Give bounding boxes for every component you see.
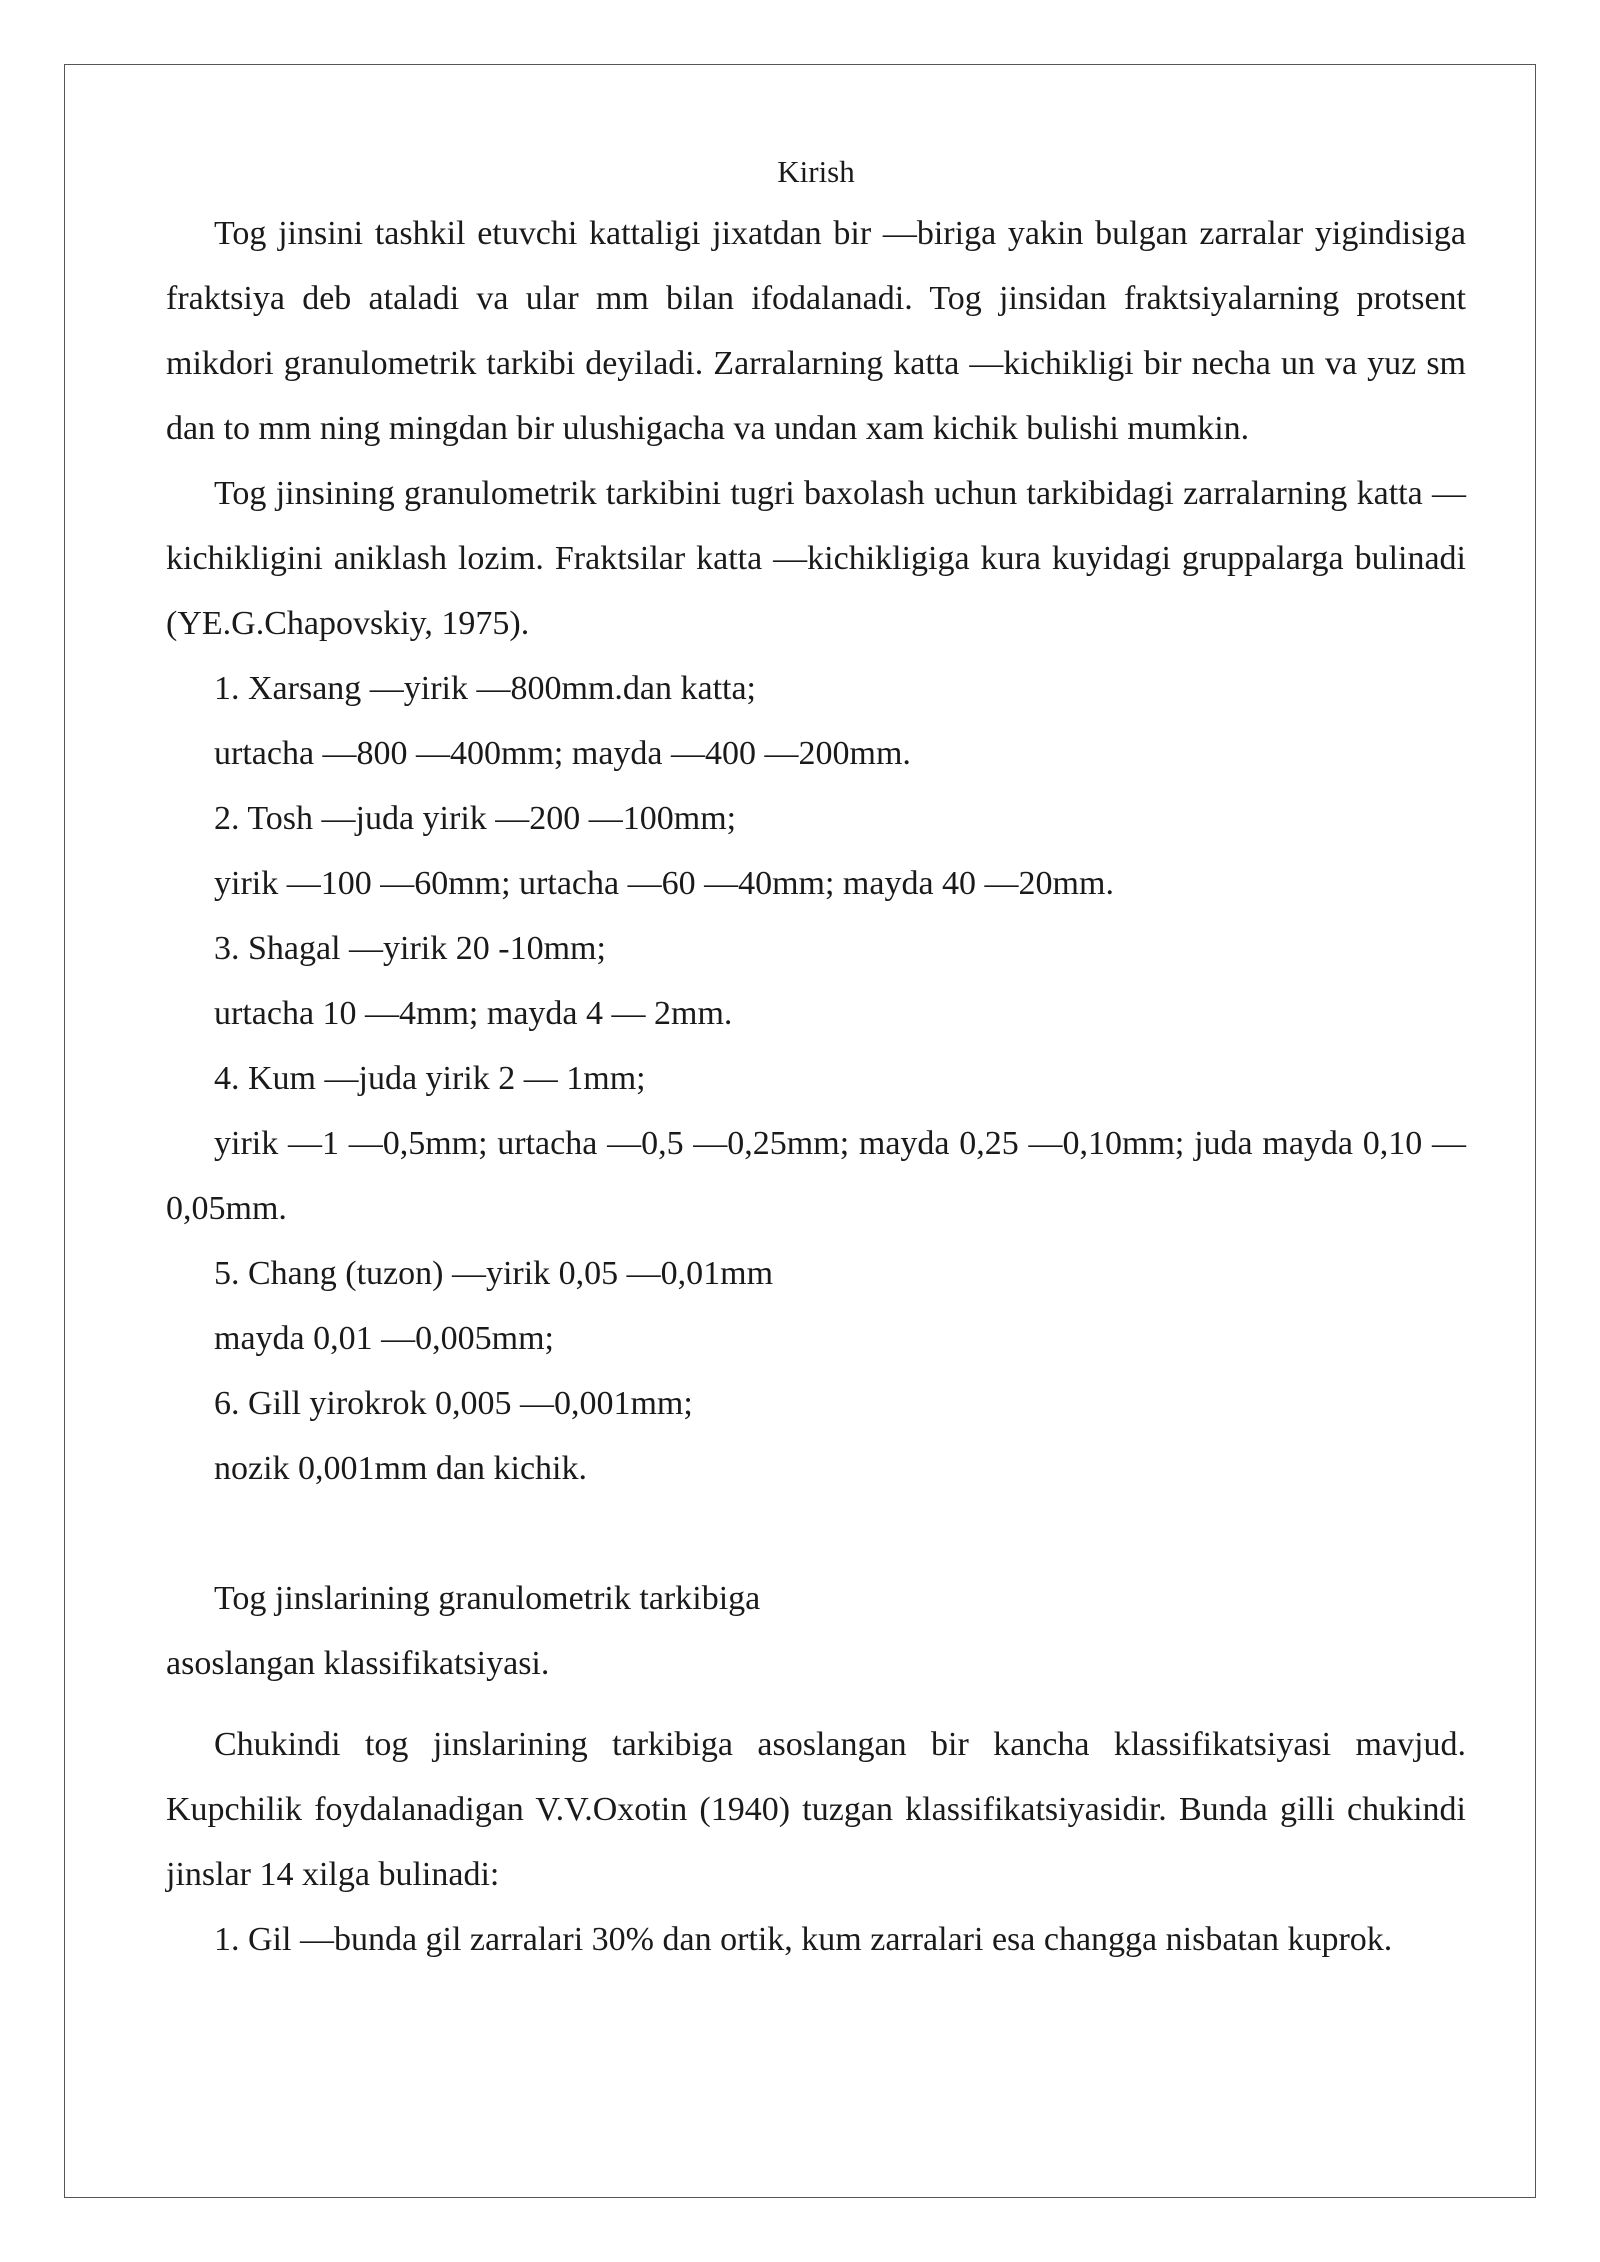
section-heading xyxy=(166,1566,1466,1696)
document-title: Kirish xyxy=(777,154,855,189)
fraction-line: urtacha —800 —400mm; mayda —400 —200mm. xyxy=(214,735,911,772)
document-body xyxy=(166,142,1466,1972)
intro-paragraph-1: Tog jinsini tashkil etuvchi kattaligi jixatdan bir —biriga yakin bulgan zarralar yigindisiga fraktsiya deb ataladi va ular mm bilan ifodalanadi. Tog jinsidan fraktsiyalarning protsent mikdori granulometrik tarkibi deyiladi. Zarralarning katta —kichikligi bir necha un va yuz sm dan to mm ning mingdan bir ulushigacha va undan xam kichik bulishi mumkin. xyxy=(166,215,1466,447)
closing-paragraph-1: Chukindi tog jinslarining tarkibiga asoslangan bir kancha klassifikatsiyasi mavjud. Kupchilik foydalanadigan V.V.Oxotin (1940) tuzgan klassifikatsiyasidir. Bunda gilli chukindi jinslar 14 xilga bulinadi: xyxy=(166,1726,1466,1893)
fraction-line: 1. Xarsang —yirik —800mm.dan katta; xyxy=(214,670,757,707)
intro-paragraph-2: Tog jinsining granulometrik tarkibini tugri baxolash uchun tarkibidagi zarralarning katta —kichikligini aniklash lozim. Fraktsilar katta —kichikligiga kura kuyidagi gruppalarga bulinadi (YE.G.Chapovskiy, 1975). xyxy=(166,475,1466,642)
fraction-list xyxy=(166,656,1466,1501)
fraction-line: 6. Gill yirokrok 0,005 —0,001mm; xyxy=(214,1385,693,1422)
section-heading-line-2: asoslangan klassifikatsiyasi. xyxy=(166,1645,550,1682)
closing-paragraph-2: 1. Gil —bunda gil zarralari 30% dan ortik, kum zarralari esa changga nisbatan kuprok. xyxy=(214,1921,1393,1958)
section-heading-line-1: Tog jinslarining granulometrik tarkibiga xyxy=(214,1580,761,1617)
fraction-line: 2. Tosh —juda yirik —200 —100mm; xyxy=(214,800,737,837)
fraction-line: nozik 0,001mm dan kichik. xyxy=(214,1450,588,1487)
fraction-line: urtacha 10 —4mm; mayda 4 — 2mm. xyxy=(214,995,733,1032)
fraction-line: yirik —1 —0,5mm; urtacha —0,5 —0,25mm; mayda 0,25 —0,10mm; juda mayda 0,10 —0,05mm. xyxy=(166,1125,1466,1227)
section-spacer xyxy=(166,1501,1466,1566)
fraction-line: 3. Shagal —yirik 20 -10mm; xyxy=(214,930,606,967)
fraction-line: 4. Kum —juda yirik 2 — 1mm; xyxy=(214,1060,646,1097)
section-spacer xyxy=(166,1696,1466,1712)
fraction-line: mayda 0,01 —0,005mm; xyxy=(214,1320,554,1357)
fraction-line: 5. Chang (tuzon) —yirik 0,05 —0,01mm xyxy=(214,1255,774,1292)
fraction-line: yirik —100 —60mm; urtacha —60 —40mm; mayda 40 —20mm. xyxy=(214,865,1114,902)
